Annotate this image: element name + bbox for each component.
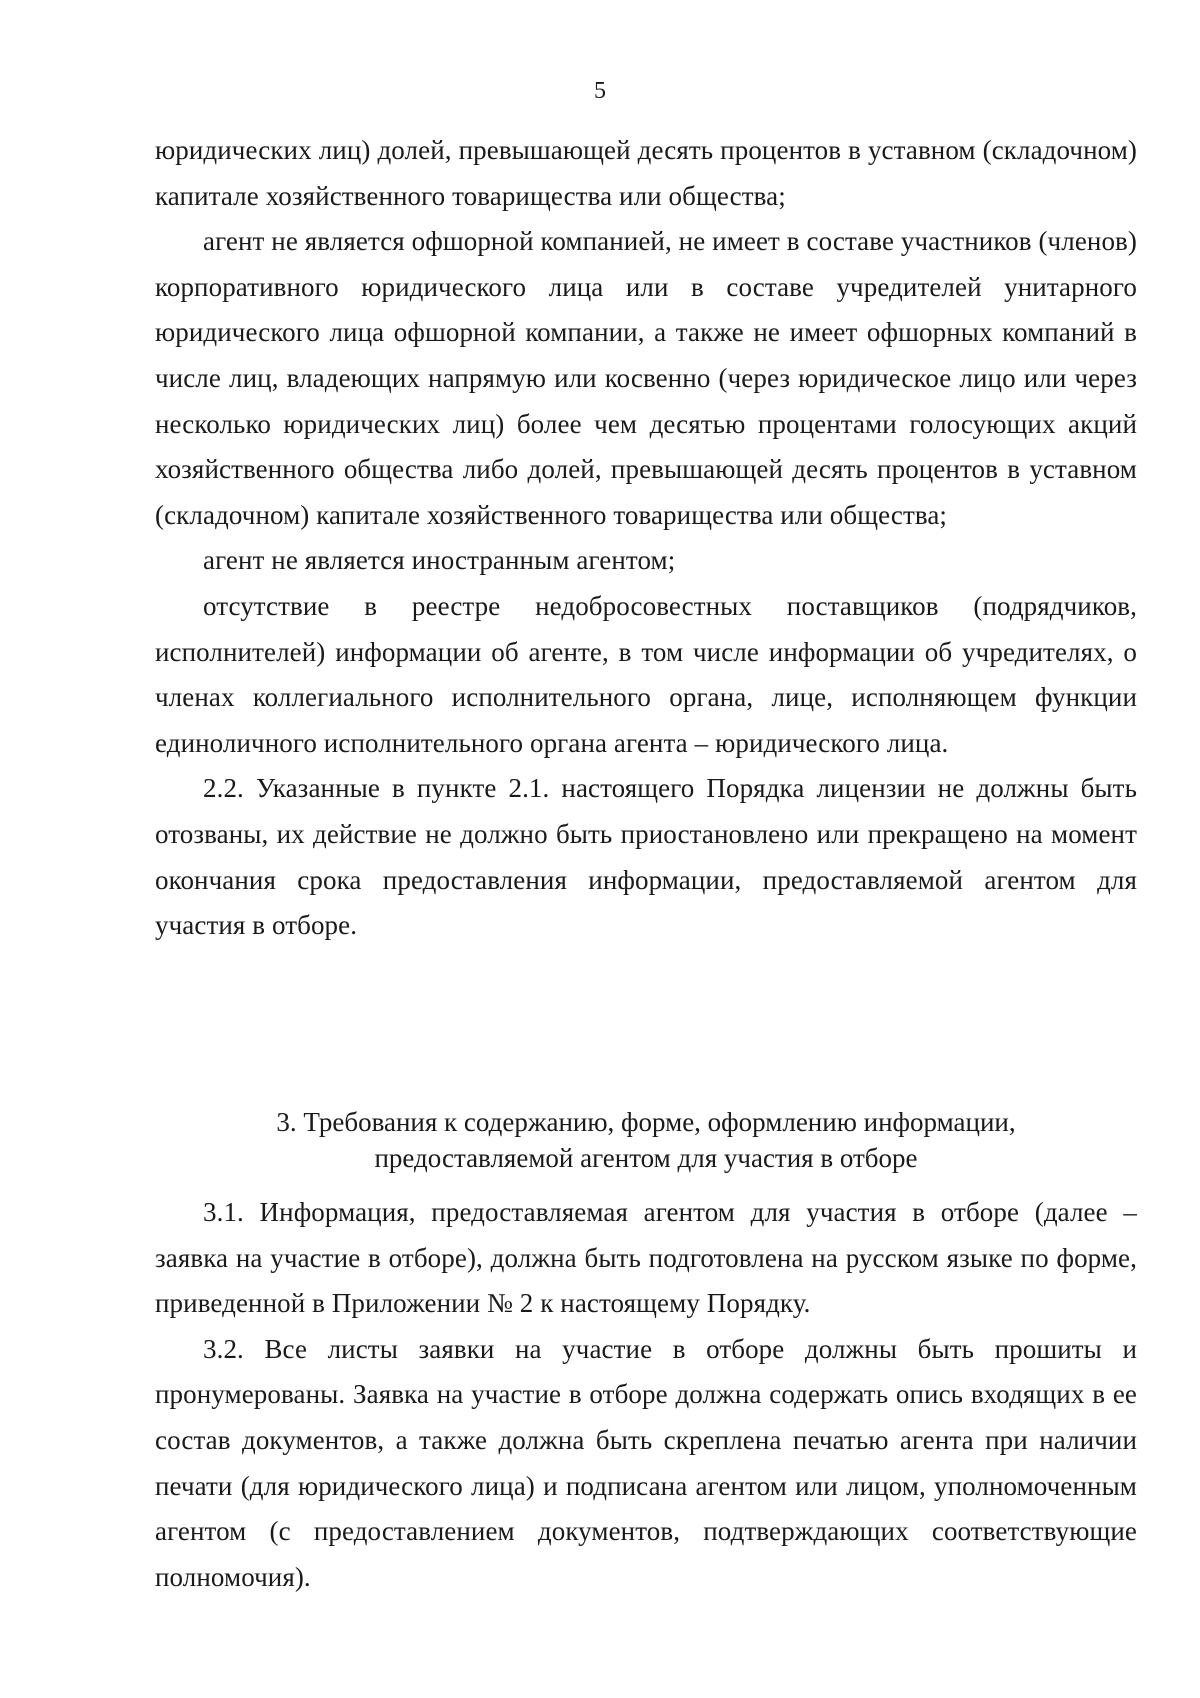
paragraph: агент не является иностранным агентом; [203,545,676,576]
paragraph: 2.2. Указанные в пункте 2.1. настоящего Порядка лицензии не должны быть отозваны, их действие не должно быть приостановлено или прекращено на момент окончания срока предоставления информации, предоставляемой агентом для участия в отборе. [155,773,1137,941]
section-heading [155,1104,1137,1176]
paragraph: 3.2. Все листы заявки на участие в отборе должны быть прошиты и пронумерованы. Заявка на участие в отборе должна содержать опись входящих в ее состав документов, а также должна быть скреплена печатью агента при наличии печати (для юридического лица) и подписана агентом или лицом, уполномоченным агентом (с предоставлением документов, подтверждающих соответствующие полномочия). [155,1333,1137,1592]
section-heading-line: предоставляемой агентом для участия в отборе [374,1143,918,1173]
body-text-bottom [155,1190,1137,1600]
section-heading-line: 3. Требования к содержанию, форме, оформлению информации, [276,1107,1016,1137]
page-number: 5 [594,78,606,104]
paragraph: 3.1. Информация, предоставляемая агентом для участия в отборе (далее – заявка на участие в отборе), должна быть подготовлена на русском языке по форме, приведенной в Приложении № 2 к настоящему Порядку. [155,1197,1137,1319]
body-text-top [155,128,1137,949]
paragraph: агент не является офшорной компанией, не имеет в составе участников (членов) корпоративного юридического лица или в составе учредителей унитарного юридического лица офшорной компании, а также не имеет офшорных компаний в числе лиц, владеющих напрямую или косвенно (через юридическое лицо или через несколько юридических лиц) более чем десятью процентами голосующих акций хозяйственного общества либо долей, превышающей десять процентов в уставном (складочном) капитале хозяйственного товарищества или общества; [155,226,1137,530]
paragraph: отсутствие в реестре недобросовестных поставщиков (подрядчиков, исполнителей) информации об агенте, в том числе информации об учредителях, о членах коллегиального исполнительного органа, лице, исполняющем функции единоличного исполнительного органа агента – юридического лица. [155,590,1137,758]
paragraph: юридических лиц) долей, превышающей десять процентов в уставном (складочном) капитале хозяйственного товарищества или общества; [155,135,1137,211]
